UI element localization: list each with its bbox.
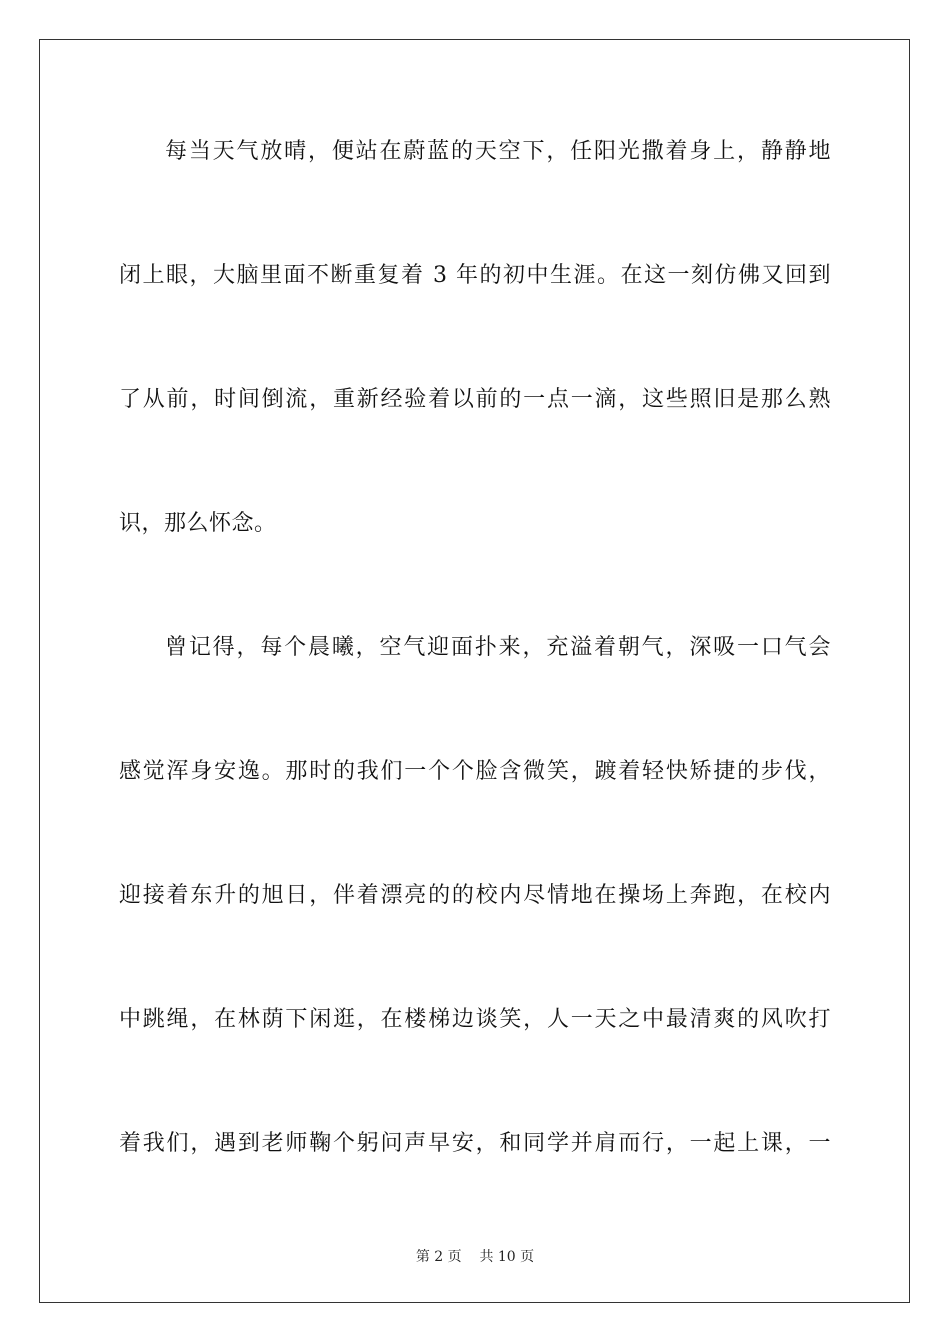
paragraph-2-line-3: 迎接着东升的旭日，伴着漂亮的的校内尽情地在操场上奔跑，在校内 (119, 883, 831, 908)
paragraph-2-line-4: 中跳绳，在林荫下闲逛，在楼梯边谈笑，人一天之中最清爽的风吹打 (119, 1007, 831, 1032)
paragraph-2-line-5: 着我们，遇到老师鞠个躬问声早安，和同学并肩而行，一起上课，一 (119, 1131, 831, 1156)
paragraph-2-line-2: 感觉浑身安逸。那时的我们一个个脸含微笑，踱着轻快矫捷的步伐， (119, 759, 831, 784)
paragraph-1-line-1: 每当天气放晴，便站在蔚蓝的天空下，任阳光撒着身上，静静地 (165, 139, 831, 164)
page-number: 第 2 页 (415, 1249, 462, 1265)
paragraph-2-line-1: 曾记得，每个晨曦，空气迎面扑来，充溢着朝气，深吸一口气会 (165, 635, 831, 660)
page-footer (0, 1246, 950, 1266)
paragraph-1-line-2: 闭上眼，大脑里面不断重复着 3 年的初中生涯。在这一刻仿佛又回到 (119, 263, 831, 288)
paragraph-1-line-4: 识，那么怀念。 (119, 511, 277, 536)
paragraph-1-line-3: 了从前，时间倒流，重新经验着以前的一点一滴，这些照旧是那么熟 (119, 387, 831, 412)
page-total: 共 10 页 (479, 1249, 535, 1265)
page-frame (39, 39, 910, 1303)
